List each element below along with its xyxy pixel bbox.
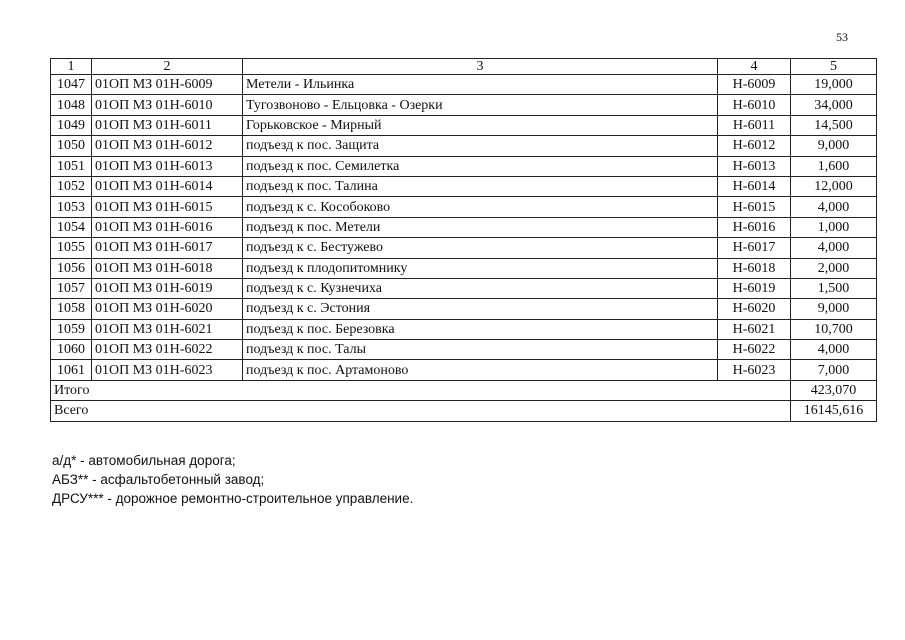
road-length: 1,500 bbox=[791, 278, 877, 298]
column-header: 1 bbox=[51, 59, 92, 75]
row-number: 1050 bbox=[51, 136, 92, 156]
road-code: Н-6010 bbox=[718, 95, 791, 115]
subtotal-label: Итого bbox=[51, 380, 791, 400]
road-code: Н-6017 bbox=[718, 238, 791, 258]
road-code: Н-6014 bbox=[718, 176, 791, 196]
road-length: 4,000 bbox=[791, 238, 877, 258]
table-row bbox=[51, 217, 877, 237]
table-row bbox=[51, 360, 877, 380]
road-name: Тугозвоново - Ельцовка - Озерки bbox=[243, 95, 718, 115]
road-id: 01ОП МЗ 01Н-6015 bbox=[92, 197, 243, 217]
row-number: 1048 bbox=[51, 95, 92, 115]
subtotal-row bbox=[51, 380, 877, 400]
row-number: 1054 bbox=[51, 217, 92, 237]
table-header-row bbox=[51, 59, 877, 75]
row-number: 1058 bbox=[51, 299, 92, 319]
road-id: 01ОП МЗ 01Н-6023 bbox=[92, 360, 243, 380]
road-code: Н-6009 bbox=[718, 75, 791, 95]
road-name: подъезд к пос. Метели bbox=[243, 217, 718, 237]
road-length: 34,000 bbox=[791, 95, 877, 115]
road-code: Н-6016 bbox=[718, 217, 791, 237]
row-number: 1047 bbox=[51, 75, 92, 95]
roads-table bbox=[50, 58, 877, 422]
road-code: Н-6021 bbox=[718, 319, 791, 339]
row-number: 1059 bbox=[51, 319, 92, 339]
row-number: 1056 bbox=[51, 258, 92, 278]
road-code: Н-6020 bbox=[718, 299, 791, 319]
footnote: ДРСУ*** - дорожное ремонтно-строительное управление. bbox=[52, 491, 414, 506]
road-length: 10,700 bbox=[791, 319, 877, 339]
road-id: 01ОП МЗ 01Н-6017 bbox=[92, 238, 243, 258]
table-row bbox=[51, 176, 877, 196]
road-name: подъезд к с. Эстония bbox=[243, 299, 718, 319]
road-id: 01ОП МЗ 01Н-6021 bbox=[92, 319, 243, 339]
road-id: 01ОП МЗ 01Н-6016 bbox=[92, 217, 243, 237]
table-row bbox=[51, 299, 877, 319]
table-row bbox=[51, 238, 877, 258]
road-code: Н-6018 bbox=[718, 258, 791, 278]
road-length: 12,000 bbox=[791, 176, 877, 196]
row-number: 1051 bbox=[51, 156, 92, 176]
road-id: 01ОП МЗ 01Н-6020 bbox=[92, 299, 243, 319]
table-row bbox=[51, 156, 877, 176]
page-number: 53 bbox=[836, 30, 848, 44]
table-row bbox=[51, 340, 877, 360]
road-length: 4,000 bbox=[791, 340, 877, 360]
road-length: 14,500 bbox=[791, 115, 877, 135]
column-header: 5 bbox=[791, 59, 877, 75]
road-id: 01ОП МЗ 01Н-6011 bbox=[92, 115, 243, 135]
row-number: 1049 bbox=[51, 115, 92, 135]
table-row bbox=[51, 197, 877, 217]
road-id: 01ОП МЗ 01Н-6022 bbox=[92, 340, 243, 360]
road-name: подъезд к пос. Талина bbox=[243, 176, 718, 196]
road-code: Н-6013 bbox=[718, 156, 791, 176]
road-name: подъезд к с. Кособоково bbox=[243, 197, 718, 217]
road-id: 01ОП МЗ 01Н-6018 bbox=[92, 258, 243, 278]
grand-total-label: Всего bbox=[51, 401, 791, 421]
row-number: 1052 bbox=[51, 176, 92, 196]
road-length: 1,600 bbox=[791, 156, 877, 176]
footnotes bbox=[52, 451, 413, 508]
column-header: 3 bbox=[243, 59, 718, 75]
subtotal-value: 423,070 bbox=[791, 380, 877, 400]
row-number: 1057 bbox=[51, 278, 92, 298]
road-length: 1,000 bbox=[791, 217, 877, 237]
table-row bbox=[51, 115, 877, 135]
column-header: 2 bbox=[92, 59, 243, 75]
road-code: Н-6022 bbox=[718, 340, 791, 360]
table-row bbox=[51, 319, 877, 339]
table-row bbox=[51, 258, 877, 278]
road-name: Горьковское - Мирный bbox=[243, 115, 718, 135]
road-name: подъезд к с. Кузнечиха bbox=[243, 278, 718, 298]
row-number: 1061 bbox=[51, 360, 92, 380]
road-id: 01ОП МЗ 01Н-6013 bbox=[92, 156, 243, 176]
road-id: 01ОП МЗ 01Н-6009 bbox=[92, 75, 243, 95]
road-name: Метели - Ильинка bbox=[243, 75, 718, 95]
road-length: 19,000 bbox=[791, 75, 877, 95]
table-row bbox=[51, 75, 877, 95]
row-number: 1055 bbox=[51, 238, 92, 258]
road-length: 9,000 bbox=[791, 299, 877, 319]
road-code: Н-6012 bbox=[718, 136, 791, 156]
row-number: 1060 bbox=[51, 340, 92, 360]
table-row bbox=[51, 95, 877, 115]
road-length: 7,000 bbox=[791, 360, 877, 380]
road-length: 9,000 bbox=[791, 136, 877, 156]
grand-total-value: 16145,616 bbox=[791, 401, 877, 421]
road-name: подъезд к пос. Талы bbox=[243, 340, 718, 360]
row-number: 1053 bbox=[51, 197, 92, 217]
road-length: 2,000 bbox=[791, 258, 877, 278]
footnote: а/д* - автомобильная дорога; bbox=[52, 453, 236, 468]
road-code: Н-6011 bbox=[718, 115, 791, 135]
road-name: подъезд к плодопитомнику bbox=[243, 258, 718, 278]
road-length: 4,000 bbox=[791, 197, 877, 217]
footnote: АБЗ** - асфальтобетонный завод; bbox=[52, 472, 265, 487]
road-name: подъезд к пос. Семилетка bbox=[243, 156, 718, 176]
road-code: Н-6015 bbox=[718, 197, 791, 217]
table-row bbox=[51, 278, 877, 298]
grand-total-row bbox=[51, 401, 877, 421]
road-id: 01ОП МЗ 01Н-6012 bbox=[92, 136, 243, 156]
road-id: 01ОП МЗ 01Н-6010 bbox=[92, 95, 243, 115]
road-id: 01ОП МЗ 01Н-6019 bbox=[92, 278, 243, 298]
road-id: 01ОП МЗ 01Н-6014 bbox=[92, 176, 243, 196]
road-name: подъезд к с. Бестужево bbox=[243, 238, 718, 258]
road-name: подъезд к пос. Березовка bbox=[243, 319, 718, 339]
column-header: 4 bbox=[718, 59, 791, 75]
road-name: подъезд к пос. Артамоново bbox=[243, 360, 718, 380]
road-code: Н-6019 bbox=[718, 278, 791, 298]
road-code: Н-6023 bbox=[718, 360, 791, 380]
table-row bbox=[51, 136, 877, 156]
road-name: подъезд к пос. Защита bbox=[243, 136, 718, 156]
